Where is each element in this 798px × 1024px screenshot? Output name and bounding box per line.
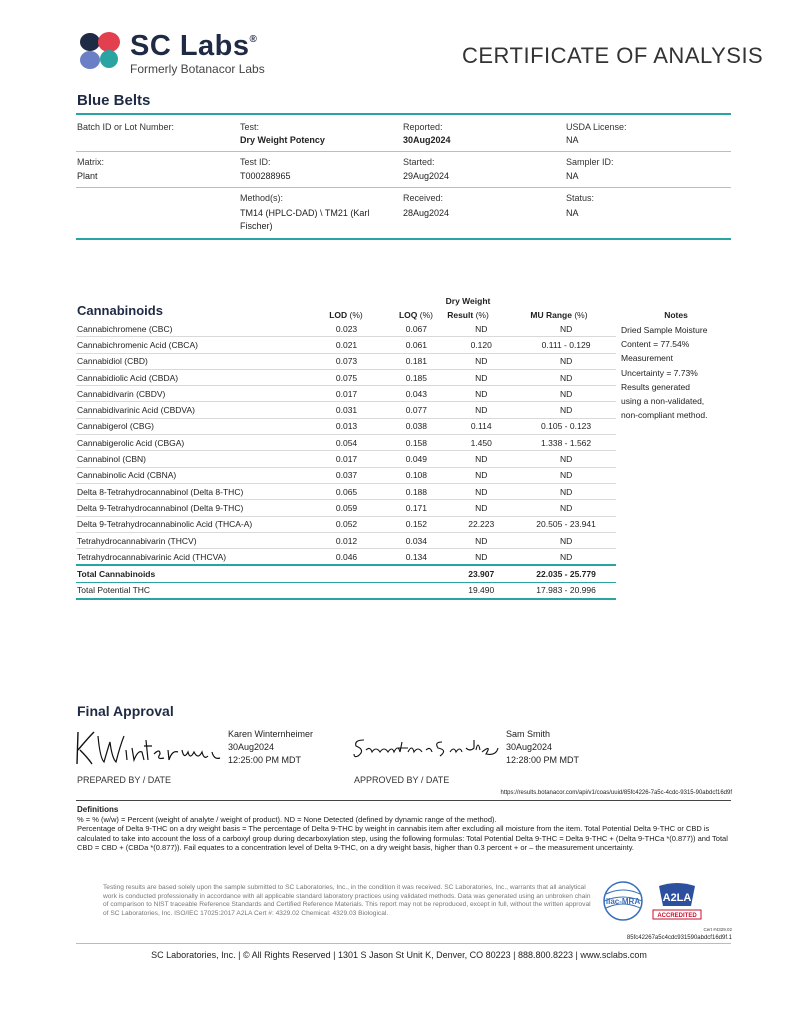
divider — [76, 151, 731, 152]
table-row — [76, 467, 616, 483]
result-value: 23.907 — [446, 565, 516, 582]
matrix-value: Plant — [77, 171, 98, 181]
ilac-label: ilac-MRA — [605, 897, 641, 906]
result-value: 1.450 — [446, 435, 516, 451]
loq-value: 0.038 — [386, 418, 446, 434]
preparer-info: Karen Winternheimer 30Aug2024 12:25:00 PM MDT — [228, 729, 314, 765]
mu-range-value: ND — [516, 467, 616, 483]
mu-range-value: 20.505 - 23.941 — [516, 516, 616, 532]
mu-range-value: ND — [516, 532, 616, 548]
mu-range-value: 1.338 - 1.562 — [516, 435, 616, 451]
loq-value: 0.152 — [386, 516, 446, 532]
loq-value: 0.188 — [386, 483, 446, 499]
mu-range-value: ND — [516, 402, 616, 418]
a2la-label: A2LA — [662, 892, 692, 904]
lod-value: 0.013 — [307, 418, 387, 434]
col-result: Result (%) — [447, 310, 489, 320]
product-name: Blue Belts — [77, 92, 151, 109]
method-value-line1: TM14 (HPLC-DAD) \ TM21 (Karl — [240, 208, 370, 218]
a2la-badge-icon — [651, 880, 703, 922]
footer: SC Laboratories, Inc. | © All Rights Reserved | 1301 S Jason St Unit K, Denver, CO 80223 | 888.800.8223 | www.sclabs.com — [151, 950, 647, 960]
table-row — [76, 353, 616, 369]
mu-range-value: ND — [516, 353, 616, 369]
analyte-name: Tetrahydrocannabivarin (THCV) — [76, 532, 307, 548]
table-row — [76, 483, 616, 499]
table-row — [76, 516, 616, 532]
mu-range-value: 22.035 - 25.779 — [516, 565, 616, 582]
test-label: Test: — [240, 122, 260, 132]
lod-value: 0.065 — [307, 483, 387, 499]
result-value: ND — [446, 353, 516, 369]
status-value: NA — [566, 208, 579, 218]
accredited-label: ACCREDITED — [657, 913, 697, 919]
matrix-label: Matrix: — [77, 157, 104, 167]
analyte-name: Cannabidiol (CBD) — [76, 353, 307, 369]
table-row — [76, 321, 616, 337]
method-value-line2: Fischer) — [240, 221, 273, 231]
result-value: 22.223 — [446, 516, 516, 532]
divider — [76, 113, 731, 115]
note-line: Dried Sample Moisture — [621, 325, 708, 335]
table-row — [76, 369, 616, 385]
brand-subtitle: Formerly Botanacor Labs — [130, 62, 265, 76]
loq-value: 0.077 — [386, 402, 446, 418]
loq-value: 0.185 — [386, 369, 446, 385]
analyte-name: Cannabichromene (CBC) — [76, 321, 307, 337]
row-label: Total Cannabinoids — [76, 565, 307, 582]
analyte-name: Delta 9-Tetrahydrocannabinol (Delta 9-THC) — [76, 500, 307, 516]
received-label: Received: — [403, 193, 444, 203]
result-value: 0.114 — [446, 418, 516, 434]
result-value: ND — [446, 467, 516, 483]
analyte-name: Cannabichromenic Acid (CBCA) — [76, 337, 307, 353]
lod-value: 0.037 — [307, 467, 387, 483]
total-potential-thc-row — [76, 582, 616, 599]
definitions-text: % = % (w/w) = Percent (weight of analyte / weight of product). ND = None Detected (defined by dynamic range of the method). Percentage of Delta 9-THC on a dry weight basis = The percentage of Delta 9-THC by weight in cannabis item after excluding all moisture from the item. Total Potential Delta 9-THC or CBD is calculated to take into account the loss of a carboxyl group during decarboxylation step, using the following formulas: Total Potential Delta 9-THC = Delta 9-THC + (Delta 9-THCa *(0.877)) and Total CBD = CBD + (CBDa *(0.877)). Fail equates to a concentration level of Delta 9-THC, on a dry weight basis, higher than 0.3 percent + or – the measurement uncertainty. — [77, 815, 728, 853]
empty-cell — [386, 582, 446, 599]
lod-value: 0.073 — [307, 353, 387, 369]
lod-value: 0.052 — [307, 516, 387, 532]
lod-value: 0.017 — [307, 451, 387, 467]
definitions-title: Definitions — [77, 805, 119, 814]
testid-label: Test ID: — [240, 157, 271, 167]
lod-value: 0.075 — [307, 369, 387, 385]
ilac-mra-badge-icon — [600, 880, 646, 922]
loq-value: 0.158 — [386, 435, 446, 451]
note-line: Results generated — [621, 381, 690, 392]
approved-by-label: APPROVED BY / DATE — [354, 775, 450, 785]
result-value: ND — [446, 321, 516, 337]
notes — [621, 323, 731, 422]
cert-number: Cert #4329.02 — [703, 927, 732, 932]
started-value: 29Aug2024 — [403, 171, 450, 181]
usda-value: NA — [566, 135, 579, 145]
table-row — [76, 549, 616, 566]
mu-range-value: ND — [516, 369, 616, 385]
final-approval-title: Final Approval — [77, 703, 174, 719]
lod-value: 0.031 — [307, 402, 387, 418]
sampler-label: Sampler ID: — [566, 157, 614, 167]
loq-value: 0.067 — [386, 321, 446, 337]
result-value: 19.490 — [446, 582, 516, 599]
document-hash: 85fc42267a5c4cdc931590abdcf16d9f.1 — [626, 935, 732, 941]
batch-label: Batch ID or Lot Number: — [77, 122, 175, 132]
table-row — [76, 500, 616, 516]
sc-labs-logo-icon — [78, 30, 124, 70]
brand-name: SC Labs® — [130, 30, 258, 62]
testid-value: T000288965 — [240, 171, 291, 181]
table-row — [76, 402, 616, 418]
status-label: Status: — [566, 193, 595, 203]
loq-value: 0.061 — [386, 337, 446, 353]
reported-value: 30Aug2024 — [403, 135, 451, 145]
cannabinoids-table — [76, 321, 616, 600]
result-value: ND — [446, 369, 516, 385]
analyte-name: Delta 8-Tetrahydrocannabinol (Delta 8-THC) — [76, 483, 307, 499]
test-value: Dry Weight Potency — [240, 135, 325, 145]
lod-value: 0.046 — [307, 549, 387, 566]
mu-range-value: 17.983 - 20.996 — [516, 582, 616, 599]
result-value: ND — [446, 451, 516, 467]
table-row — [76, 418, 616, 434]
mu-range-value: ND — [516, 500, 616, 516]
table-row — [76, 386, 616, 402]
received-value: 28Aug2024 — [403, 208, 450, 218]
col-loq: LOQ (%) — [398, 310, 434, 320]
table-row — [76, 435, 616, 451]
loq-value: 0.181 — [386, 353, 446, 369]
result-value: ND — [446, 386, 516, 402]
analyte-name: Cannabigerolic Acid (CBGA) — [76, 435, 307, 451]
approver-info: Sam Smith 30Aug2024 12:28:00 PM MDT — [506, 729, 580, 765]
disclaimer: Testing results are based solely upon the sample submitted to SC Laboratories, Inc., in the condition it was received. SC Laboratories, Inc., warrants that all analytical work is conducted professionally in accordance with all applicable standard laboratory practices using validated methods. Data was generated using an unbroken chain of comparison to NIST traceable Reference Standards and Certified Reference Materials. This report may not be reproduced, except in full, without the written approval of SC Laboratories, Inc. ISO/IEC 17025:2017 A2LA Cert #: 4329.02 Chemical: 4329.03 Biological. — [103, 884, 591, 918]
table-row — [76, 337, 616, 353]
note-line: Content = 77.54% — [621, 339, 690, 350]
divider — [76, 238, 731, 240]
analyte-name: Tetrahydrocannabivarinic Acid (THCVA) — [76, 549, 307, 566]
lod-value: 0.012 — [307, 532, 387, 548]
analyte-name: Delta 9-Tetrahydrocannabinolic Acid (THCA-A) — [76, 516, 307, 532]
preparer-signature — [74, 728, 224, 768]
loq-value: 0.043 — [386, 386, 446, 402]
divider — [76, 943, 731, 944]
empty-cell — [307, 565, 387, 582]
analyte-name: Cannabidivarinic Acid (CBDVA) — [76, 402, 307, 418]
result-value: ND — [446, 402, 516, 418]
mu-range-value: ND — [516, 386, 616, 402]
col-result-line1: Dry Weight — [445, 296, 491, 306]
note-line: using a non-validated, — [621, 396, 705, 407]
lod-value: 0.054 — [307, 435, 387, 451]
analyte-name: Cannabidivarin (CBDV) — [76, 386, 307, 402]
mu-range-value: 0.111 - 0.129 — [516, 337, 616, 353]
mu-range-value: ND — [516, 451, 616, 467]
col-lod: LOD (%) — [329, 310, 363, 320]
analyte-name: Cannabidiolic Acid (CBDA) — [76, 369, 307, 385]
empty-cell — [307, 582, 387, 599]
row-label: Total Potential THC — [76, 582, 307, 599]
results-url[interactable]: https://results.botanacor.com/api/v1/coas/uuid/85fc4226-7a5c-4cdc-9315-90abdcf16d9f — [500, 790, 732, 796]
mu-range-value: ND — [516, 321, 616, 337]
method-label: Method(s): — [240, 193, 284, 203]
total-cannabinoids-row — [76, 565, 616, 582]
col-notes: Notes — [664, 310, 688, 320]
col-mu: MU Range (%) — [530, 310, 588, 320]
table-row — [76, 451, 616, 467]
lod-value: 0.021 — [307, 337, 387, 353]
prepared-by-label: PREPARED BY / DATE — [77, 775, 172, 785]
note-line: Measurement — [621, 353, 673, 364]
analyte-name: Cannabinol (CBN) — [76, 451, 307, 467]
result-value: ND — [446, 500, 516, 516]
cannabinoids-title: Cannabinoids — [77, 303, 163, 318]
mu-range-value: 0.105 - 0.123 — [516, 418, 616, 434]
loq-value: 0.171 — [386, 500, 446, 516]
lod-value: 0.059 — [307, 500, 387, 516]
loq-value: 0.108 — [386, 467, 446, 483]
result-value: 0.120 — [446, 337, 516, 353]
reported-label: Reported: — [403, 122, 443, 132]
loq-value: 0.034 — [386, 532, 446, 548]
result-value: ND — [446, 532, 516, 548]
approver-signature — [352, 734, 502, 762]
analyte-name: Cannabinolic Acid (CBNA) — [76, 467, 307, 483]
started-label: Started: — [403, 157, 435, 167]
table-row — [76, 532, 616, 548]
divider — [76, 187, 731, 188]
usda-label: USDA License: — [566, 122, 627, 132]
analyte-name: Cannabigerol (CBG) — [76, 418, 307, 434]
lod-value: 0.023 — [307, 321, 387, 337]
divider — [76, 800, 731, 801]
loq-value: 0.049 — [386, 451, 446, 467]
empty-cell — [386, 565, 446, 582]
note-line: Uncertainty = 7.73% — [621, 367, 698, 378]
result-value: ND — [446, 549, 516, 566]
document-title: CERTIFICATE OF ANALYSIS — [462, 43, 764, 68]
loq-value: 0.134 — [386, 549, 446, 566]
result-value: ND — [446, 483, 516, 499]
sampler-value: NA — [566, 171, 579, 181]
mu-range-value: ND — [516, 549, 616, 566]
mu-range-value: ND — [516, 483, 616, 499]
lod-value: 0.017 — [307, 386, 387, 402]
note-line: non-compliant method. — [621, 410, 708, 421]
